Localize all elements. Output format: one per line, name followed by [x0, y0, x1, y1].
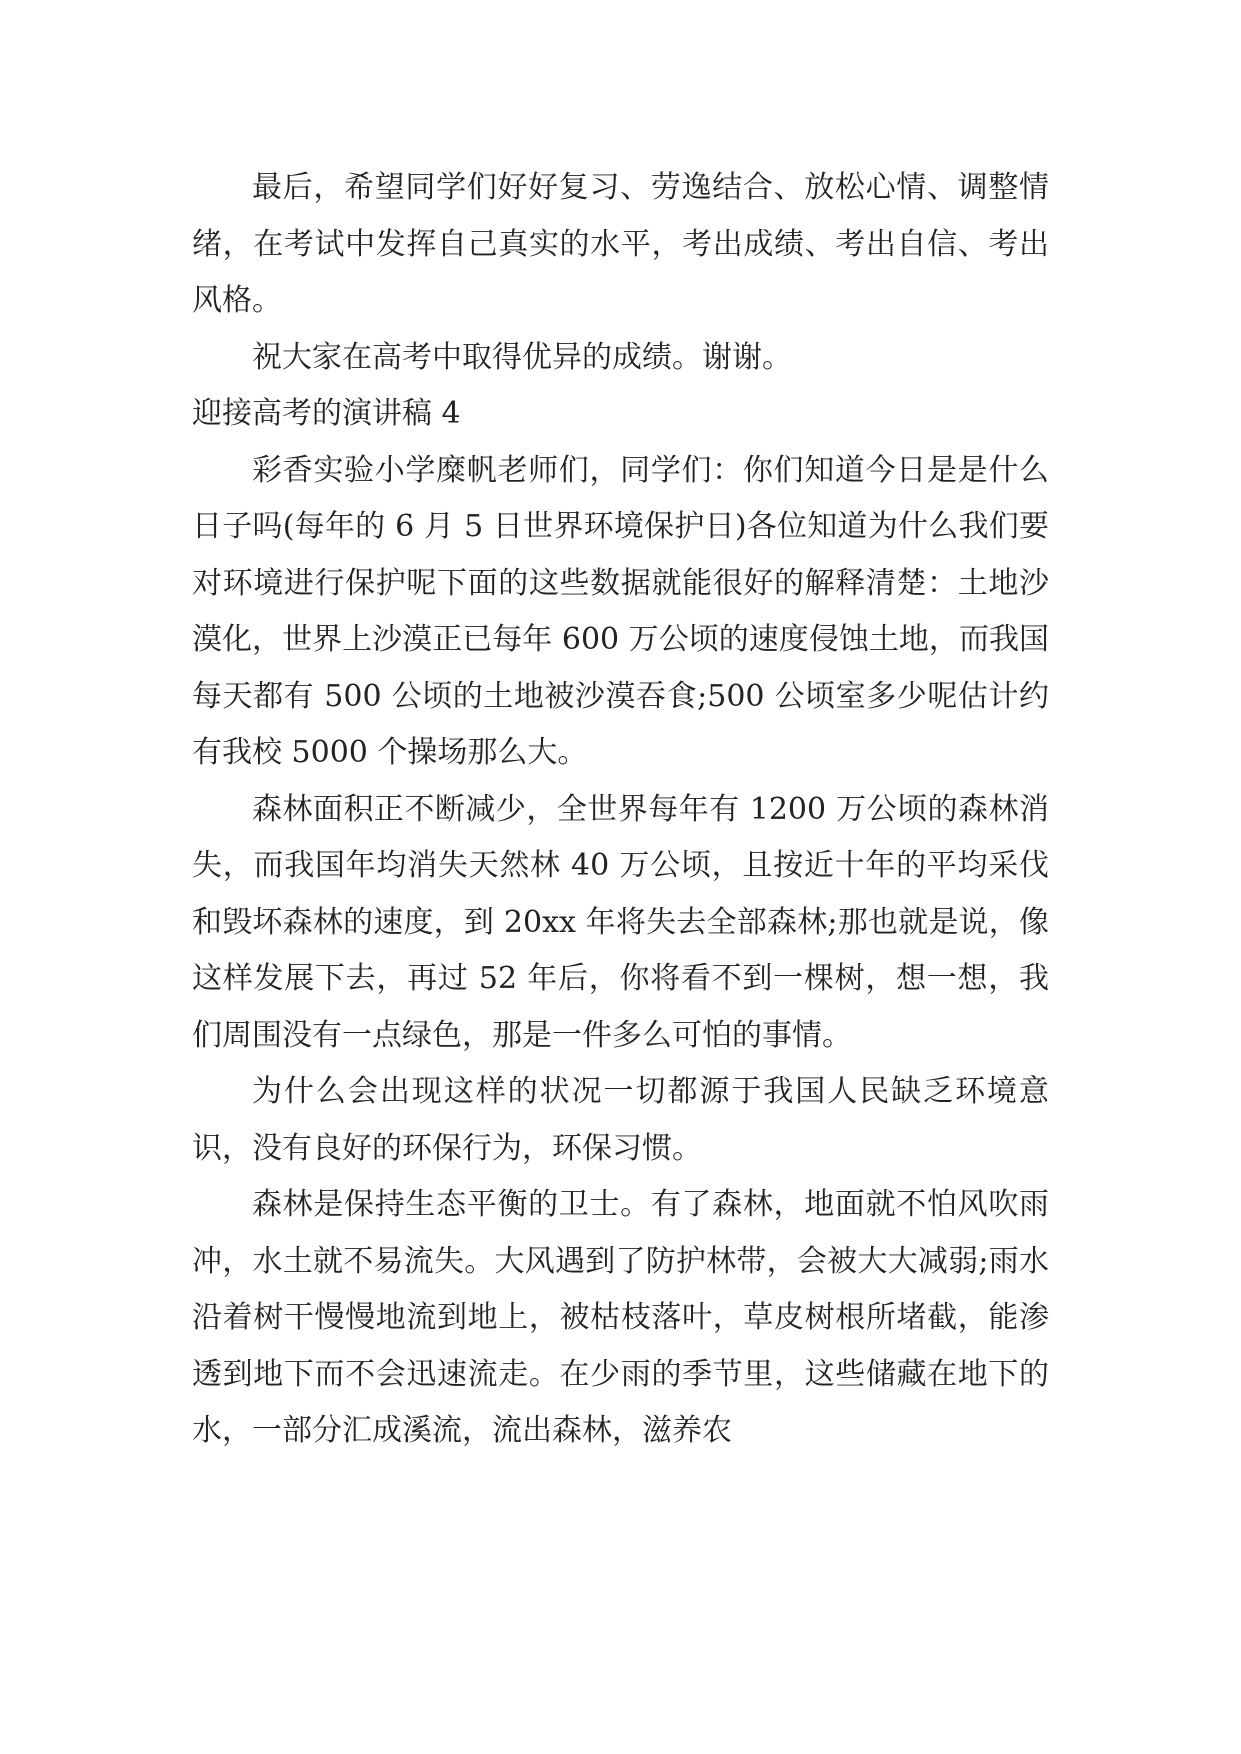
paragraph-forest-loss: 森林面积正不断减少，全世界每年有 1200 万公顷的森林消失，而我国年均消失天然林 40 万公顷，且按近十年的平均采伐和毁坏森林的速度，到 20xx 年将失去全部森林;那也就是说，像这样发展下去，再过 52 年后，你将看不到一棵树，想一想，我们周围没有一点绿色，那是一件多么可怕的事情。	[192, 791, 1049, 1053]
paragraph-forest-guardian: 森林是保持生态平衡的卫士。有了森林，地面就不怕风吹雨冲，水土就不易流失。大风遇到了防护林带，会被大大减弱;雨水沿着树干慢慢地流到地上，被枯枝落叶，草皮树根所堵截，能渗透到地下而不会迅速流走。在少雨的季节里，这些储藏在地下的水，一部分汇成溪流，流出森林，滋养农	[192, 1187, 1049, 1448]
paragraph-environment-intro: 彩香实验小学糜帆老师们，同学们：你们知道今日是是什么日子吗(每年的 6 月 5 日世界环境保护日)各位知道为什么我们要对环境进行保护呢下面的这些数据就能很好的解释清楚：土地沙漠化，世界上沙漠正已每年 600 万公顷的速度侵蚀土地，而我国每天都有 500 公顷的土地被沙漠吞食;500 公顷室多少呢估计约有我校 5000 个操场那么大。	[192, 452, 1049, 770]
document-page	[192, 160, 1049, 1460]
paragraph-thanks: 祝大家在高考中取得优异的成绩。谢谢。	[252, 339, 792, 375]
paragraph-cause: 为什么会出现这样的状况一切都源于我国人民缺乏环境意识，没有良好的环保行为，环保习惯。	[192, 1074, 1049, 1166]
paragraph-closing-wishes: 最后，希望同学们好好复习、劳逸结合、放松心情、调整情绪，在考试中发挥自己真实的水平，考出成绩、考出自信、考出风格。	[192, 170, 1049, 318]
section-title: 迎接高考的演讲稿 4	[192, 396, 461, 431]
